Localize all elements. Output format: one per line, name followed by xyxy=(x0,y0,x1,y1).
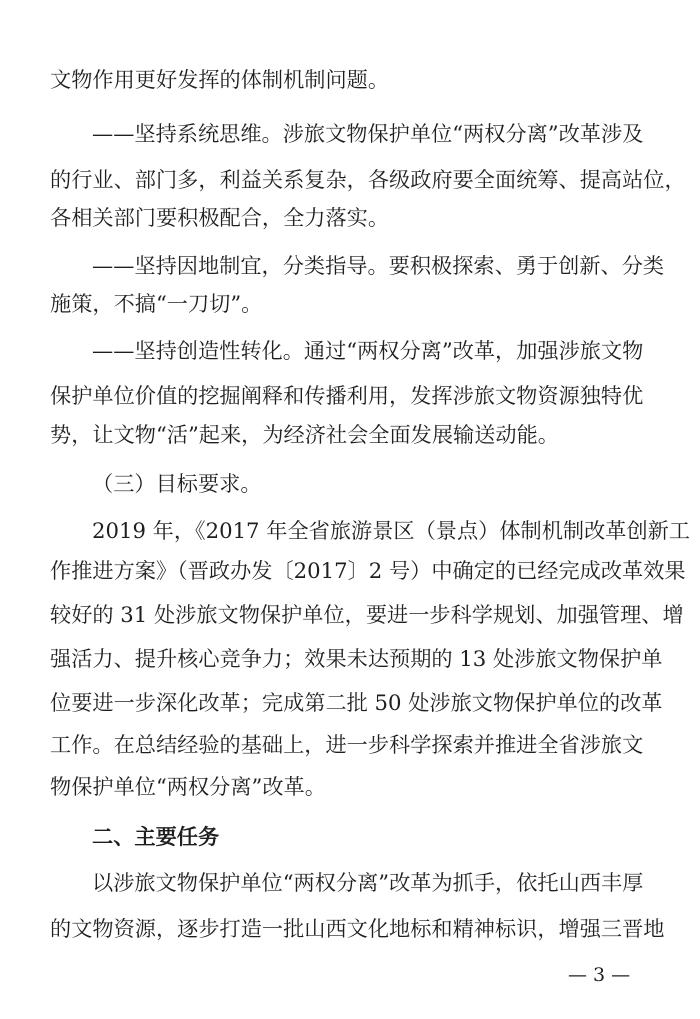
text-line: 施策，不搞“一刀切”。 xyxy=(50,291,263,316)
section-subheading: （三）目标要求。 xyxy=(92,471,262,496)
text-line: 的行业、部门多，利益关系复杂，各级政府要全面统筹、提高站位， xyxy=(50,167,686,192)
text-line: 作推进方案》（晋政办发〔2017〕2 号）中确定的已经完成改革效果 xyxy=(50,558,686,583)
text-line: 以涉旅文物保护单位“两权分离”改革为抓手，依托山西丰厚 xyxy=(92,870,644,895)
text-line: 各相关部门要积极配合，全力落实。 xyxy=(50,205,390,230)
text-line: 物保护单位“两权分离”改革。 xyxy=(50,774,326,799)
page-number: — 3 — xyxy=(568,964,631,986)
section-heading: 二、主要任务 xyxy=(92,824,220,849)
text-line: ——坚持系统思维。涉旅文物保护单位“两权分离”改革涉及 xyxy=(92,121,644,146)
text-line: ——坚持创造性转化。通过“两权分离”改革，加强涉旅文物 xyxy=(92,338,644,363)
text-line: 位要进一步深化改革；完成第二批 50 处涉旅文物保护单位的改革 xyxy=(50,690,663,715)
text-line: 工作。在总结经验的基础上，进一步科学探索并推进全省涉旅文 xyxy=(50,732,644,757)
text-line: 保护单位价值的挖掘阐释和传播利用，发挥涉旅文物资源独特优 xyxy=(50,383,644,408)
text-line: 强活力、提升核心竞争力；效果未达预期的 13 处涉旅文物保护单 xyxy=(50,646,663,671)
text-line: 的文物资源，逐步打造一批山西文化地标和精神标识，增强三晋地 xyxy=(50,916,665,941)
text-line: 势，让文物“活”起来，为经济社会全面发展输送动能。 xyxy=(50,422,559,447)
text-line: ——坚持因地制宜，分类指导。要积极探索、勇于创新、分类 xyxy=(92,253,665,278)
text-line: 文物作用更好发挥的体制机制问题。 xyxy=(50,67,390,92)
text-line: 较好的 31 处涉旅文物保护单位，要进一步科学规划、加强管理、增 xyxy=(50,602,684,627)
text-line: 2019 年，《2017 年全省旅游景区（景点）体制机制改革创新工 xyxy=(92,518,691,543)
